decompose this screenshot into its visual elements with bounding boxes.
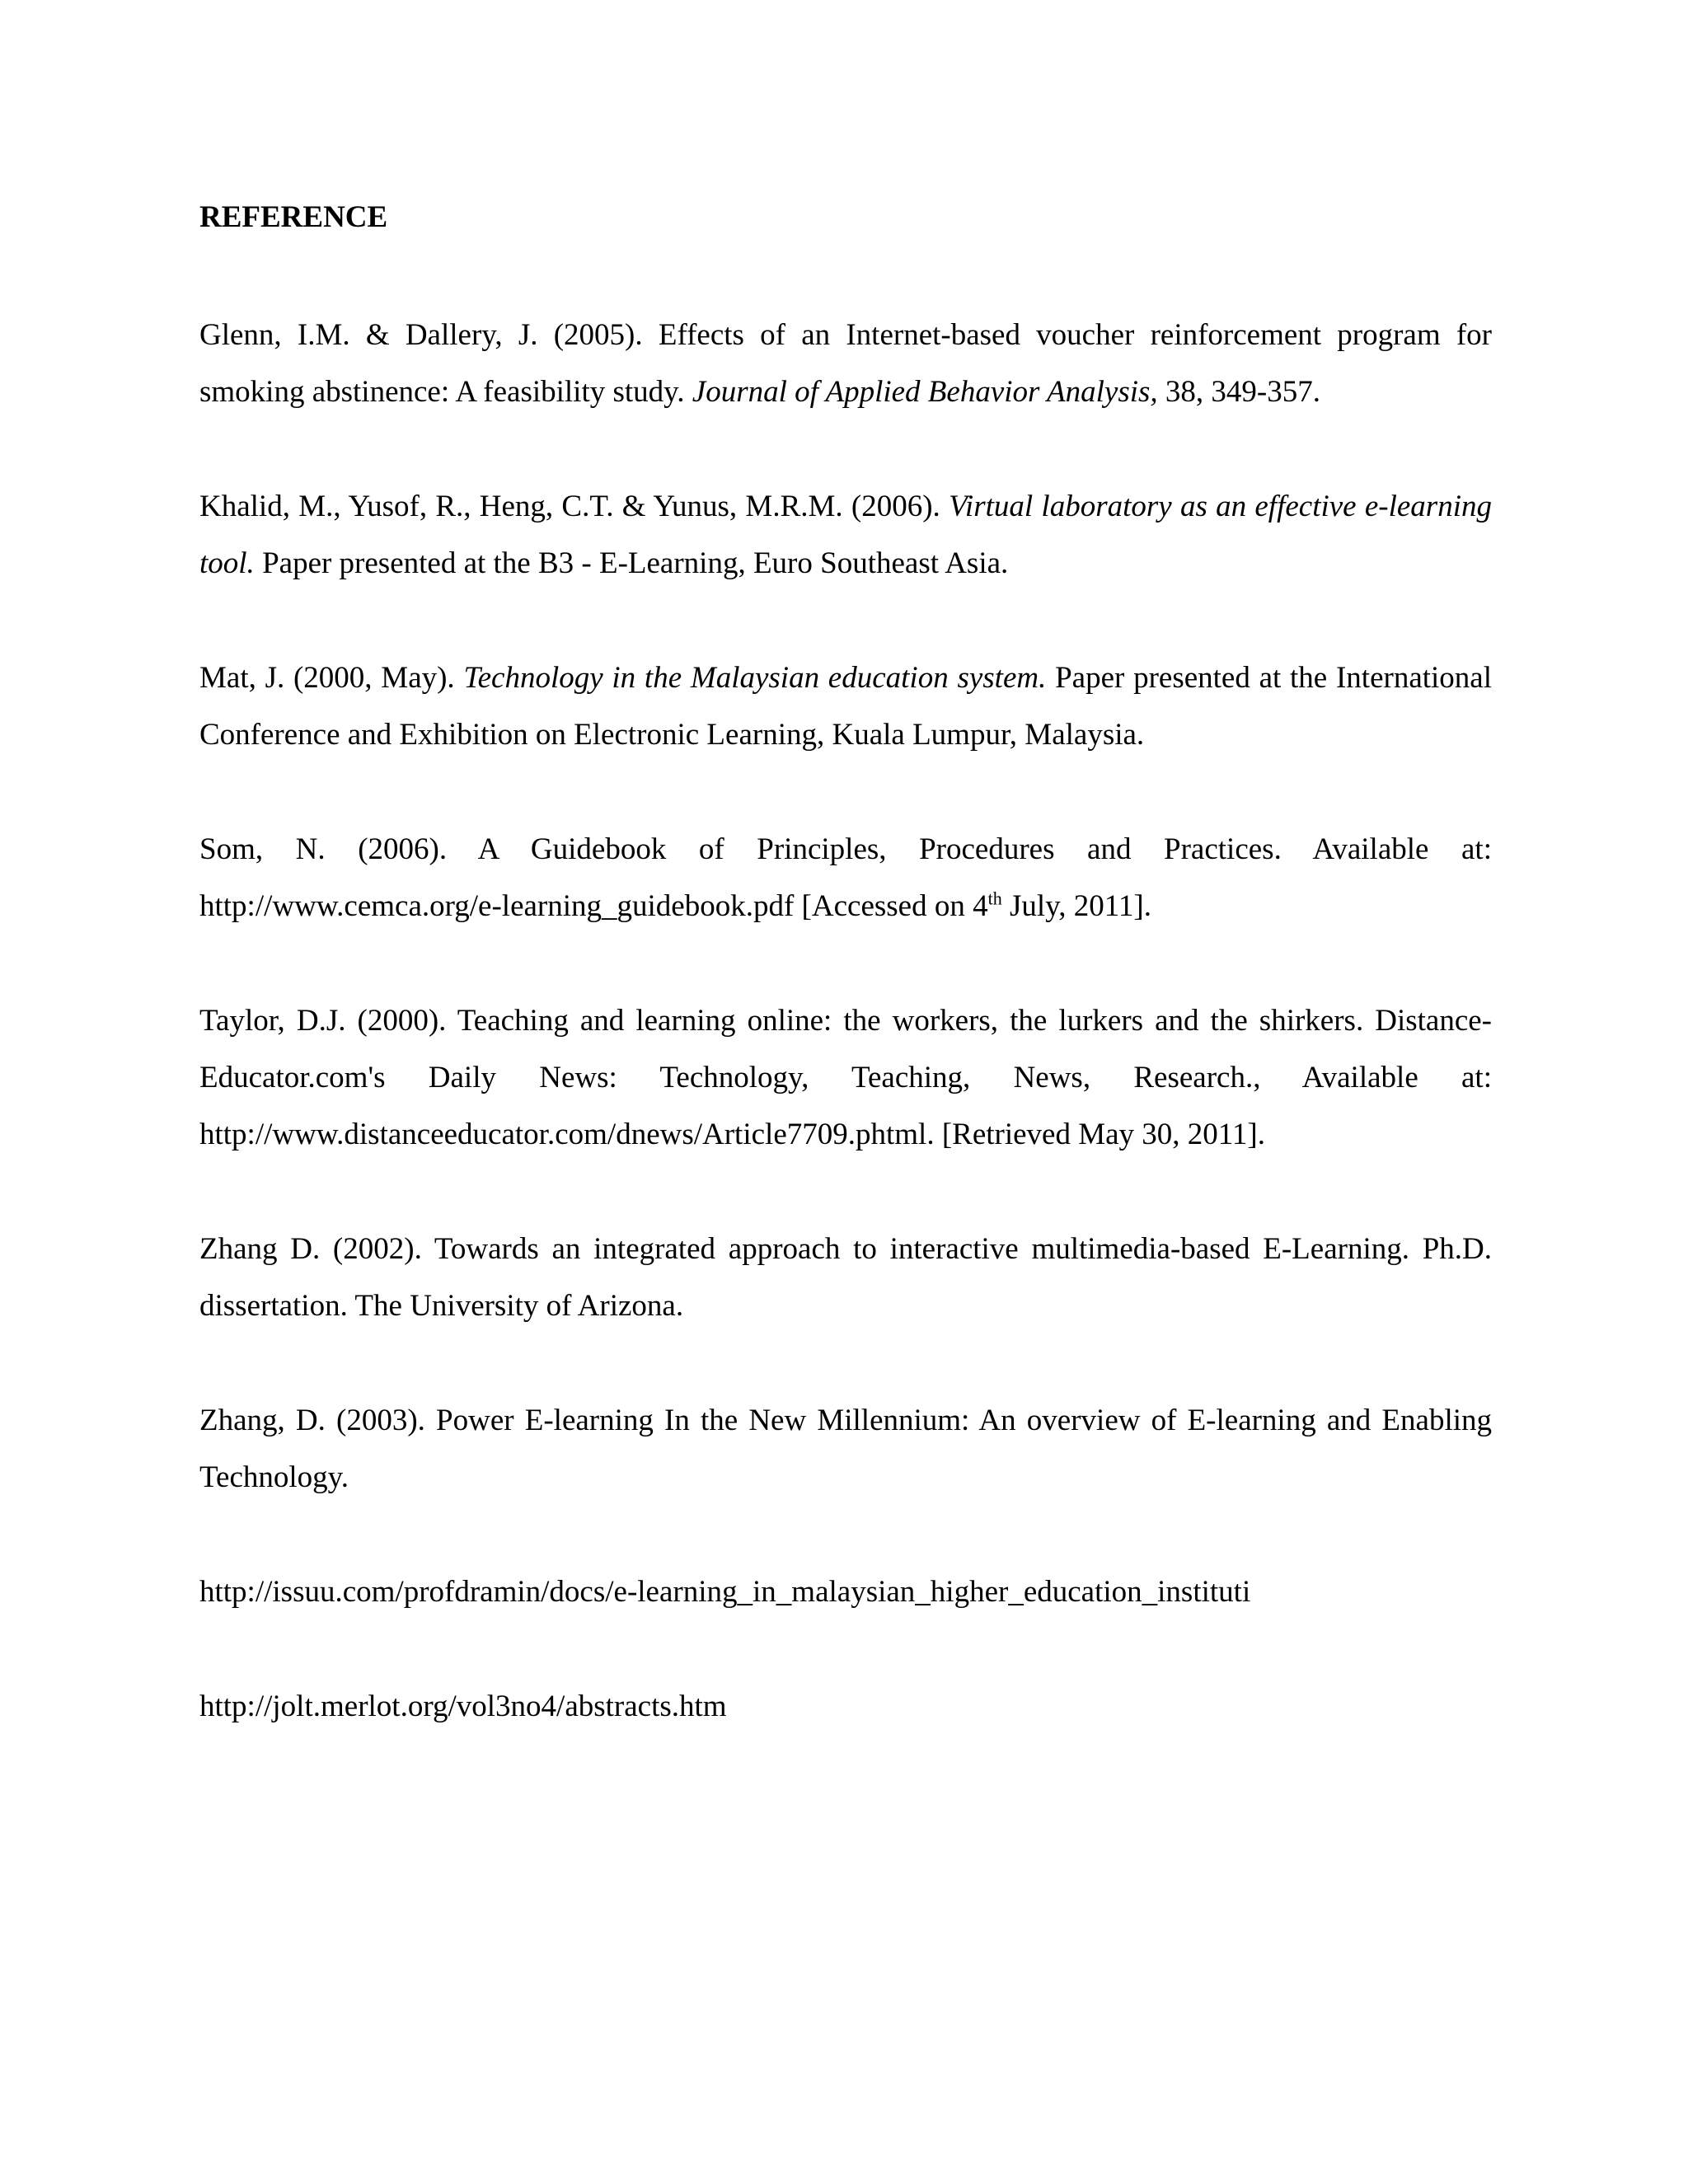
reference-text: July, 2011]. <box>1001 889 1151 923</box>
reference-text: Khalid, M., Yusof, R., Heng, C.T. & Yunus, M.R.M. (2006). <box>199 490 950 523</box>
reference-text: Zhang D. (2002). Towards an integrated approach to interactive multimedia-based E-Learning. Ph.D. dissertation. The University of Arizona. <box>199 1232 1492 1323</box>
reference-entry-zhang-2002 <box>199 1221 1492 1334</box>
reference-entry-taylor <box>199 992 1492 1163</box>
reference-text: Paper presented at the B3 - E-Learning, Euro Southeast Asia. <box>254 546 1009 580</box>
reference-entry-mat <box>199 649 1492 763</box>
ordinal-suffix: th <box>987 888 1002 909</box>
reference-url-jolt[interactable]: http://jolt.merlot.org/vol3no4/abstracts.htm <box>199 1690 727 1723</box>
reference-paper-title: Virtual laboratory as an effective e-learning tool. <box>199 490 1492 580</box>
reference-entry-glenn <box>199 307 1492 420</box>
reference-text: Glenn, I.M. & Dallery, J. (2005). Effects of an Internet-based voucher reinforcement program for smoking abstinence: A feasibility study. <box>199 318 1492 409</box>
reference-entry-som <box>199 821 1492 935</box>
reference-entry-khalid <box>199 478 1492 592</box>
reference-journal-title: Journal of Applied Behavior Analysis, <box>692 375 1158 409</box>
page-heading: REFERENCE <box>199 200 388 234</box>
reference-page <box>199 198 1492 1793</box>
reference-text: Mat, J. (2000, May). <box>199 661 464 695</box>
reference-text: Som, N. (2006). A Guidebook of Principles, Procedures and Practices. Available at: http://www.cemca.org/e-learning_guidebook.pdf [Accessed on 4 <box>199 832 1492 923</box>
reference-url-issuu[interactable]: http://issuu.com/profdramin/docs/e-learning_in_malaysian_higher_education_instituti <box>199 1575 1251 1609</box>
reference-text: Zhang, D. (2003). Power E-learning In the New Millennium: An overview of E-learning and Enabling Technology. <box>199 1404 1492 1494</box>
reference-text: Paper presented at the International Conference and Exhibition on Electronic Learning, Kuala Lumpur, Malaysia. <box>199 661 1493 752</box>
reference-entry-zhang-2003 <box>199 1392 1492 1506</box>
reference-text: 38, 349-357. <box>1157 375 1320 409</box>
reference-text: Taylor, D.J. (2000). Teaching and learning online: the workers, the lurkers and the shirkers. Distance-Educator.com's Daily News: Technology, Teaching, News, Research., Available at: http://www.distanceeducator.com/dnews/Article7709.phtml. [Retrieved May 30, 2011]. <box>199 1004 1492 1151</box>
reference-paper-title: Technology in the Malaysian education system. <box>463 661 1047 695</box>
